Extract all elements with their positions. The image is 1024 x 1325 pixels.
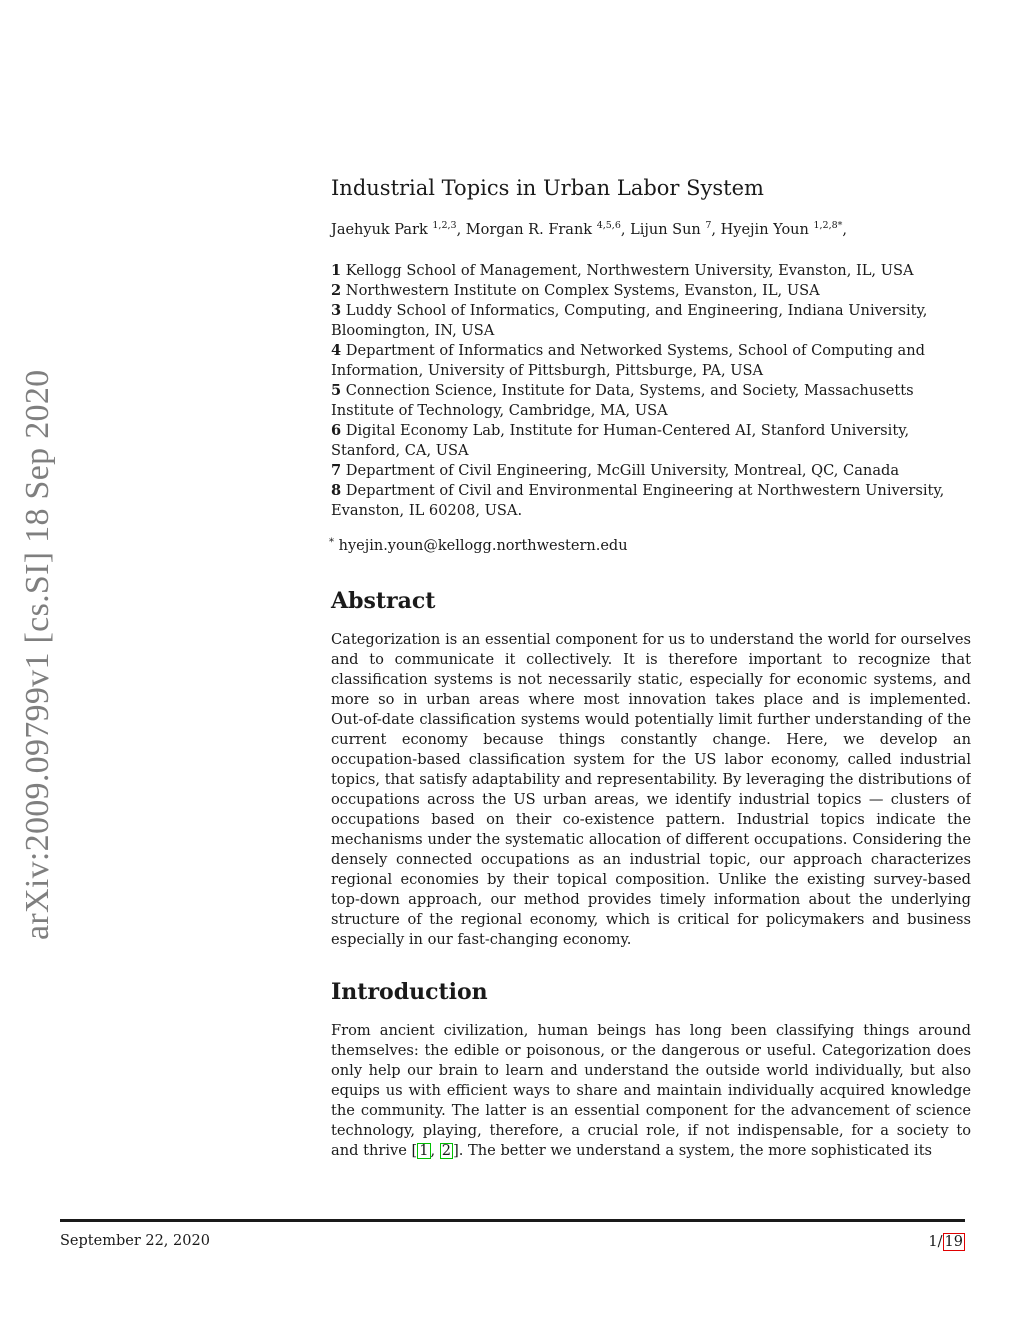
affiliation-item bbox=[331, 421, 971, 461]
arxiv-identifier-stamp: arXiv:2009.09799v1 [cs.SI] 18 Sep 2020 bbox=[19, 369, 56, 940]
author-affiliation-marks: 4,5,6 bbox=[596, 220, 621, 231]
affiliation-text: Northwestern Institute on Complex Systems, Evanston, IL, USA bbox=[345, 282, 820, 299]
affiliation-item bbox=[331, 341, 971, 381]
affiliation-text: Department of Informatics and Networked Systems, School of Computing and Information, University of Pittsburgh, Pittsburge, PA, USA bbox=[331, 342, 925, 379]
abstract-paragraph bbox=[331, 630, 971, 950]
affiliation-number: 7 bbox=[331, 462, 342, 479]
affiliation-number: 2 bbox=[331, 282, 342, 299]
author-separator: , bbox=[711, 222, 721, 238]
author-separator: , bbox=[842, 222, 848, 238]
text-line: Out-of-date classification systems would potentially limit further understanding of the bbox=[331, 711, 971, 728]
text-line: occupation-based classification system for the US labor economy, called industrial bbox=[331, 751, 971, 768]
citation-link[interactable]: 2 bbox=[441, 1142, 452, 1159]
text-line: the community. The latter is an essential component for the advancement of science bbox=[331, 1102, 971, 1119]
author-name: Hyejin Youn bbox=[720, 222, 809, 238]
affiliation-item bbox=[331, 481, 971, 521]
text-line: equips us with efficient ways to share and maintain individually acquired knowledge bbox=[331, 1082, 971, 1099]
footer-date: September 22, 2020 bbox=[60, 1233, 210, 1249]
citation-link[interactable]: 1 bbox=[419, 1142, 429, 1159]
text-line: occupations across the US urban areas, we identify industrial topics — clusters of bbox=[331, 791, 971, 808]
author-affiliation-marks: 1,2,3 bbox=[432, 220, 457, 231]
corresponding-marker: * bbox=[329, 537, 334, 548]
author-separator: , bbox=[456, 222, 466, 238]
text-line: densely connected occupations as an industrial topic, our approach characterizes bbox=[331, 851, 971, 868]
author-name: Morgan R. Frank bbox=[465, 222, 593, 238]
email-address: hyejin.youn@kellogg.northwestern.edu bbox=[338, 538, 628, 554]
page-current: 1 bbox=[928, 1234, 938, 1250]
affiliation-number: 3 bbox=[331, 302, 342, 319]
affiliation-number: 5 bbox=[331, 382, 342, 399]
page-number bbox=[928, 1233, 965, 1251]
paper-title: Industrial Topics in Urban Labor System bbox=[331, 176, 764, 200]
page-total-link[interactable]: 19 bbox=[944, 1234, 963, 1250]
text-line: especially in our fast-changing economy. bbox=[331, 931, 632, 948]
text-line: occupations based on their co-existence pattern. Industrial topics indicate the bbox=[331, 811, 971, 828]
corresponding-email bbox=[329, 538, 628, 554]
affiliation-item bbox=[331, 261, 971, 281]
text-line: current economy because things constantly change. Here, we develop an bbox=[331, 731, 971, 748]
text-line: structure of the regional economy, which is critical for policymakers and business bbox=[331, 911, 971, 928]
affiliation-text: Department of Civil and Environmental Engineering at Northwestern University, Evanston, IL 60208, USA. bbox=[331, 482, 945, 519]
text-line: topics, that satisfy adaptability and representability. By leveraging the distributions of bbox=[331, 771, 971, 788]
text-line: and to communicate it collectively. It is therefore important to recognize that bbox=[331, 651, 971, 668]
text-segment: and thrive [ bbox=[331, 1142, 418, 1159]
abstract-heading: Abstract bbox=[331, 588, 436, 614]
introduction-heading: Introduction bbox=[331, 979, 488, 1005]
affiliation-text: Kellogg School of Management, Northwestern University, Evanston, IL, USA bbox=[345, 262, 914, 279]
text-line: Categorization is an essential component for us to understand the world for ourselves bbox=[331, 631, 971, 648]
citation-separator: , bbox=[430, 1142, 440, 1159]
text-line: only help our brain to learn and understand the outside world individually, but also bbox=[331, 1062, 971, 1079]
page-separator: / bbox=[937, 1234, 943, 1250]
text-line: top-down approach, our method provides timely information about the underlying bbox=[331, 891, 971, 908]
author-list bbox=[331, 222, 847, 238]
text-line: From ancient civilization, human beings has long been classifying things around bbox=[331, 1022, 971, 1039]
text-line: more so in urban areas where most innovation takes place and is implemented. bbox=[331, 691, 971, 708]
text-line: themselves: the edible or poisonous, or the dangerous or useful. Categorization does bbox=[331, 1042, 971, 1059]
text-line: technology, playing, therefore, a crucial role, if not indispensable, for a society to bbox=[331, 1122, 971, 1139]
affiliation-item bbox=[331, 281, 971, 301]
text-line: regional economies by their topical composition. Unlike the existing survey-based bbox=[331, 871, 971, 888]
author-name: Jaehyuk Park bbox=[331, 222, 428, 238]
affiliation-list bbox=[331, 261, 971, 521]
affiliation-number: 6 bbox=[331, 422, 342, 439]
affiliation-number: 1 bbox=[331, 262, 342, 279]
affiliation-text: Digital Economy Lab, Institute for Human-Centered AI, Stanford University, Stanford, CA, USA bbox=[331, 422, 910, 459]
affiliation-number: 8 bbox=[331, 482, 342, 499]
author-affiliation-marks: 7 bbox=[705, 220, 712, 231]
author-affiliation-marks: 1,2,8* bbox=[813, 220, 843, 231]
text-segment: ]. The better we understand a system, the more sophisticated its bbox=[453, 1142, 933, 1159]
footer-rule bbox=[60, 1219, 965, 1222]
affiliation-text: Connection Science, Institute for Data, Systems, and Society, Massachusetts Institute of Technology, Cambridge, MA, USA bbox=[331, 382, 914, 419]
introduction-paragraph bbox=[331, 1021, 971, 1161]
text-line: classification systems is not necessarily static, especially for economic systems, and bbox=[331, 671, 971, 688]
author-separator: , bbox=[620, 222, 631, 238]
text-line bbox=[331, 1141, 971, 1161]
affiliation-number: 4 bbox=[331, 342, 342, 359]
affiliation-text: Luddy School of Informatics, Computing, and Engineering, Indiana University, Bloomington, IN, USA bbox=[331, 302, 928, 339]
affiliation-item bbox=[331, 381, 971, 421]
text-line: mechanisms under the systematic allocation of different occupations. Considering the bbox=[331, 831, 971, 848]
affiliation-item bbox=[331, 461, 971, 481]
author-name: Lijun Sun bbox=[630, 222, 701, 238]
affiliation-item bbox=[331, 301, 971, 341]
affiliation-text: Department of Civil Engineering, McGill University, Montreal, QC, Canada bbox=[345, 462, 900, 479]
